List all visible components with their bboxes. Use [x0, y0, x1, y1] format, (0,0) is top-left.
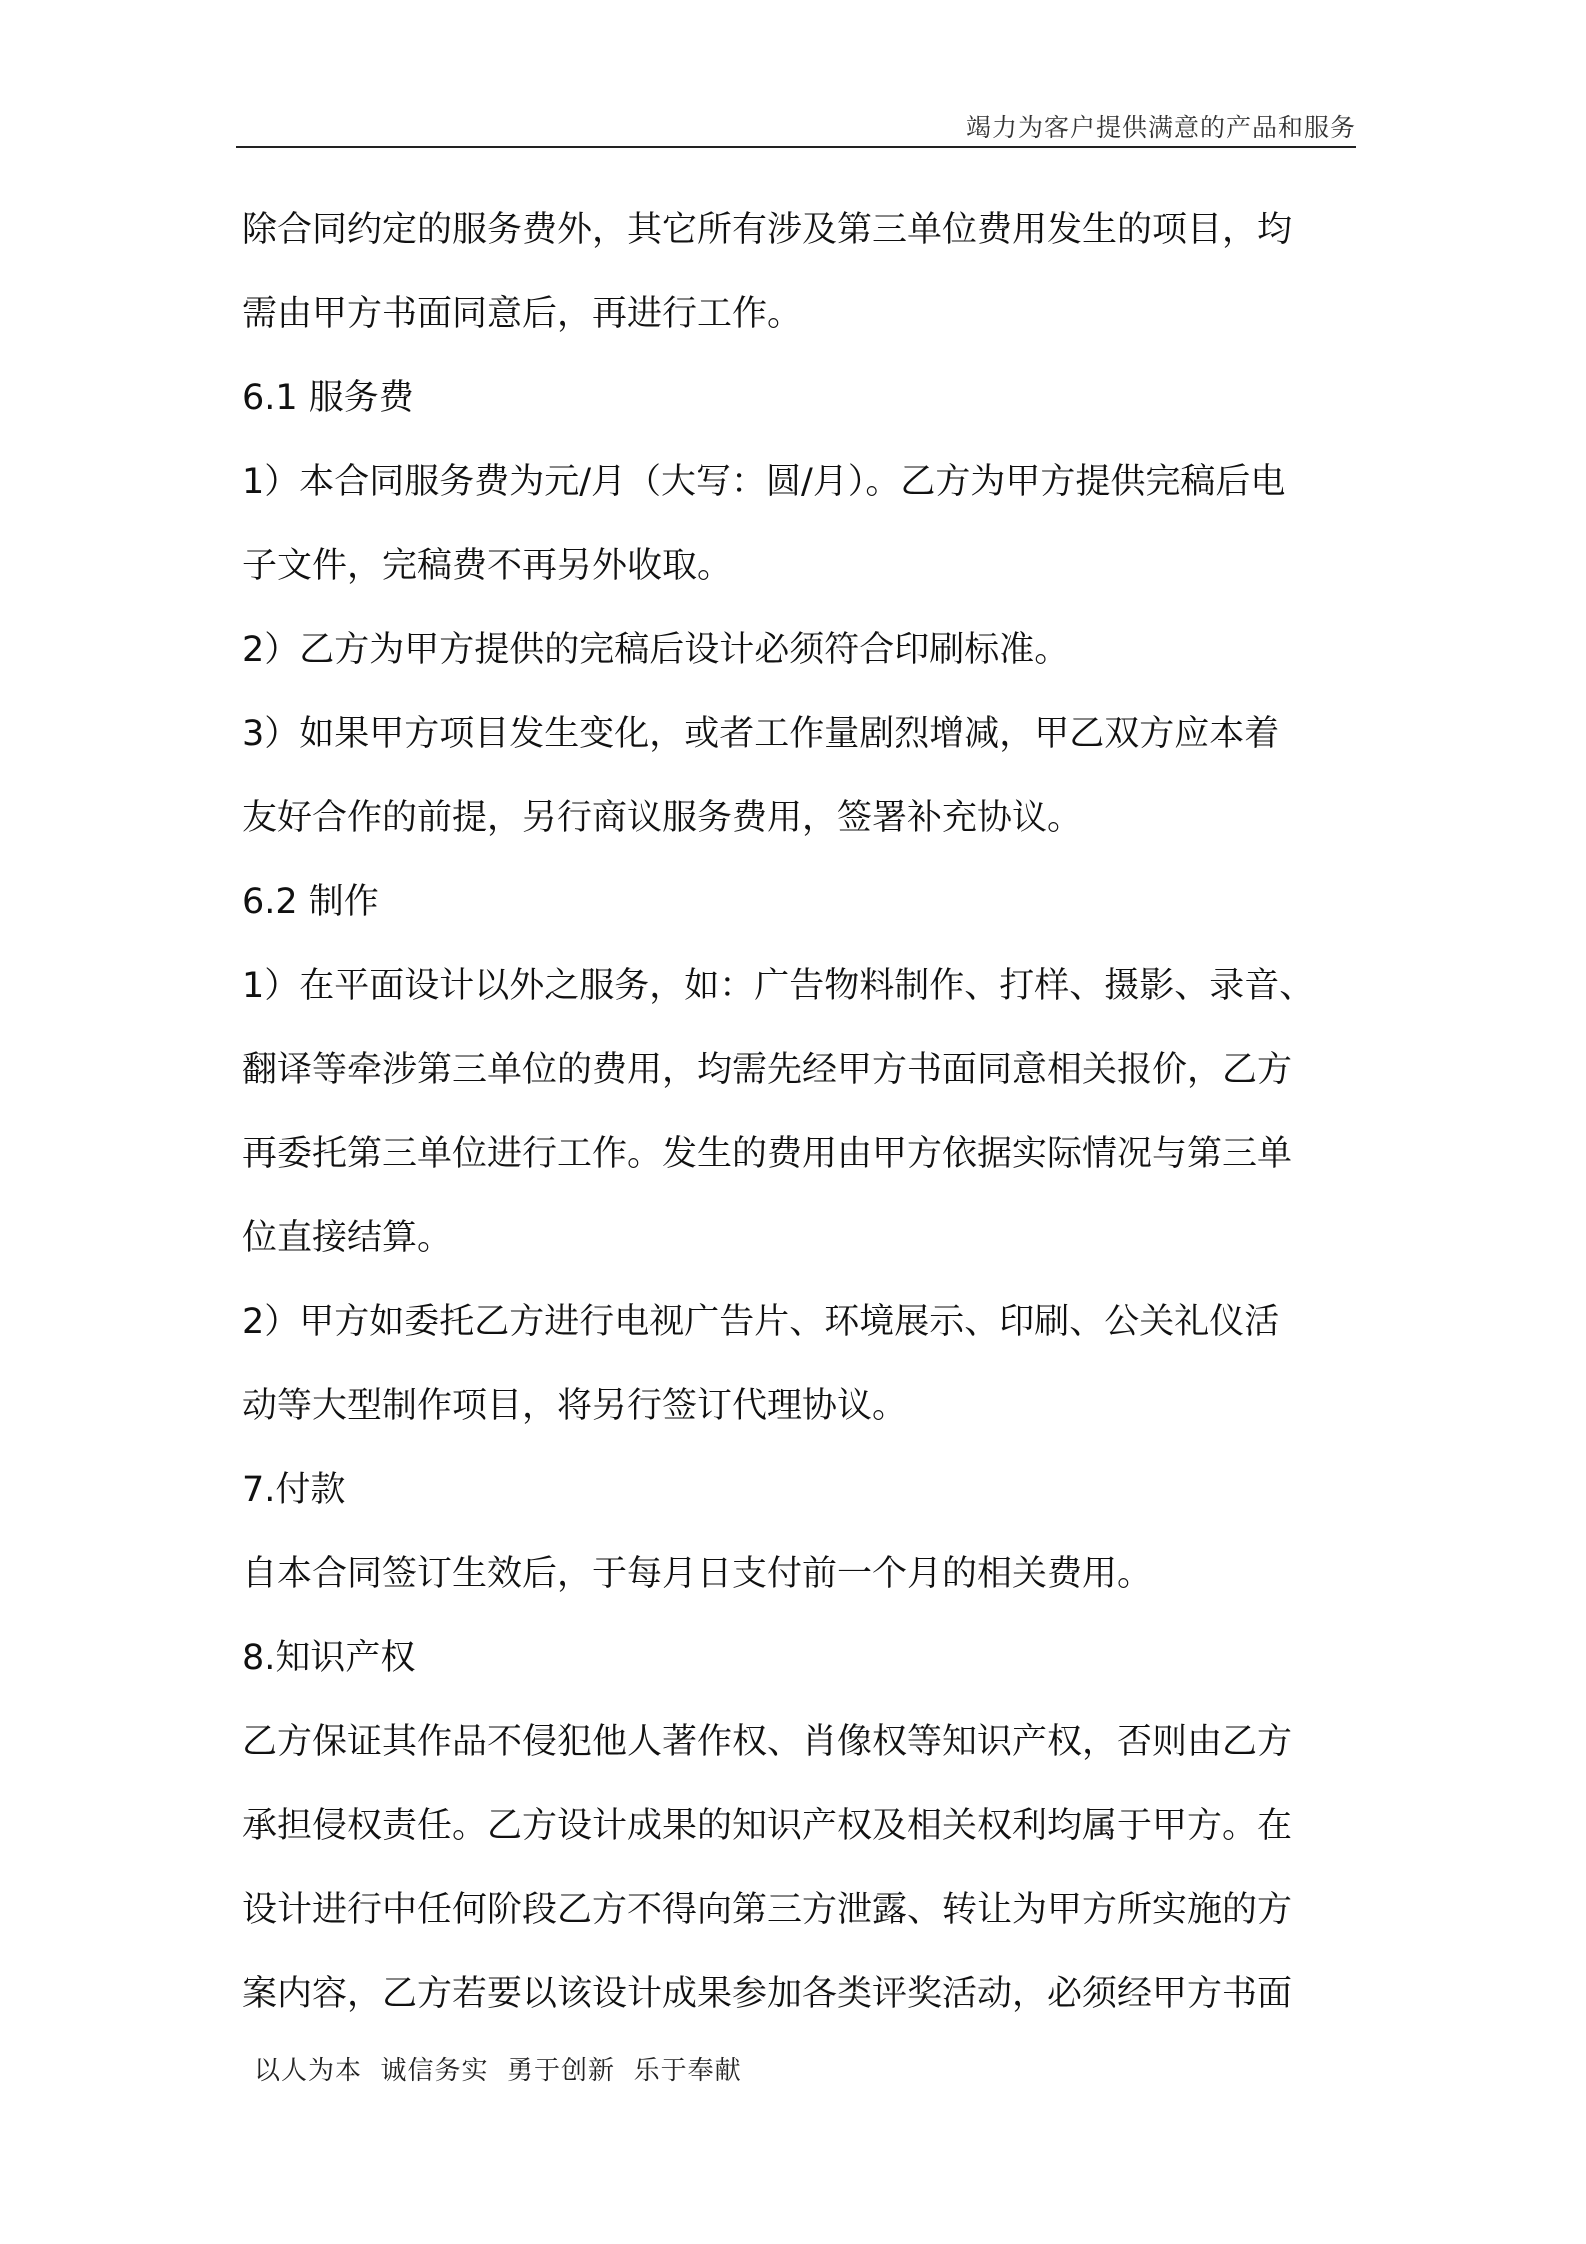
body-line: 2）甲方如委托乙方进行电视广告片、环境展示、印刷、公关礼仪活 — [242, 1302, 1280, 1342]
body-line: 1）本合同服务费为元/月（大写：圆/月）。乙方为甲方提供完稿后电 — [242, 462, 1286, 502]
body-line: 案内容，乙方若要以该设计成果参加各类评奖活动，必须经甲方书面 — [242, 1974, 1293, 2014]
header-divider — [236, 146, 1356, 148]
body-line: 设计进行中任何阶段乙方不得向第三方泄露、转让为甲方所实施的方 — [242, 1890, 1293, 1930]
section-heading-6-1: 6.1 服务费 — [242, 378, 414, 418]
section-heading-8: 8.知识产权 — [242, 1638, 416, 1678]
body-line: 子文件，完稿费不再另外收取。 — [242, 546, 733, 586]
section-heading-6-2: 6.2 制作 — [242, 882, 379, 922]
body-line: 1）在平面设计以外之服务，如：广告物料制作、打样、摄影、录音、 — [242, 966, 1315, 1006]
document-body — [242, 188, 1362, 2036]
body-line: 位直接结算。 — [242, 1218, 453, 1258]
body-line: 翻译等牵涉第三单位的费用，均需先经甲方书面同意相关报价，乙方 — [242, 1050, 1293, 1090]
body-line: 承担侵权责任。乙方设计成果的知识产权及相关权利均属于甲方。在 — [242, 1806, 1293, 1846]
body-line: 动等大型制作项目，将另行签订代理协议。 — [242, 1386, 908, 1426]
body-line: 自本合同签订生效后，于每月日支付前一个月的相关费用。 — [242, 1554, 1153, 1594]
body-line: 友好合作的前提，另行商议服务费用，签署补充协议。 — [242, 798, 1083, 838]
footer-motto: 以人为本 诚信务实 勇于创新 乐于奉献 — [254, 2056, 742, 2086]
section-heading-7: 7.付款 — [242, 1470, 346, 1510]
header-slogan: 竭力为客户提供满意的产品和服务 — [965, 113, 1356, 142]
body-line: 2）乙方为甲方提供的完稿后设计必须符合印刷标准。 — [242, 630, 1070, 670]
body-line: 3）如果甲方项目发生变化，或者工作量剧烈增减，甲乙双方应本着 — [242, 714, 1280, 754]
body-line: 需由甲方书面同意后，再进行工作。 — [242, 294, 803, 334]
body-line: 再委托第三单位进行工作。发生的费用由甲方依据实际情况与第三单 — [242, 1134, 1293, 1174]
body-line: 除合同约定的服务费外，其它所有涉及第三单位费用发生的项目，均 — [242, 210, 1293, 250]
body-line: 乙方保证其作品不侵犯他人著作权、肖像权等知识产权，否则由乙方 — [242, 1722, 1293, 1762]
